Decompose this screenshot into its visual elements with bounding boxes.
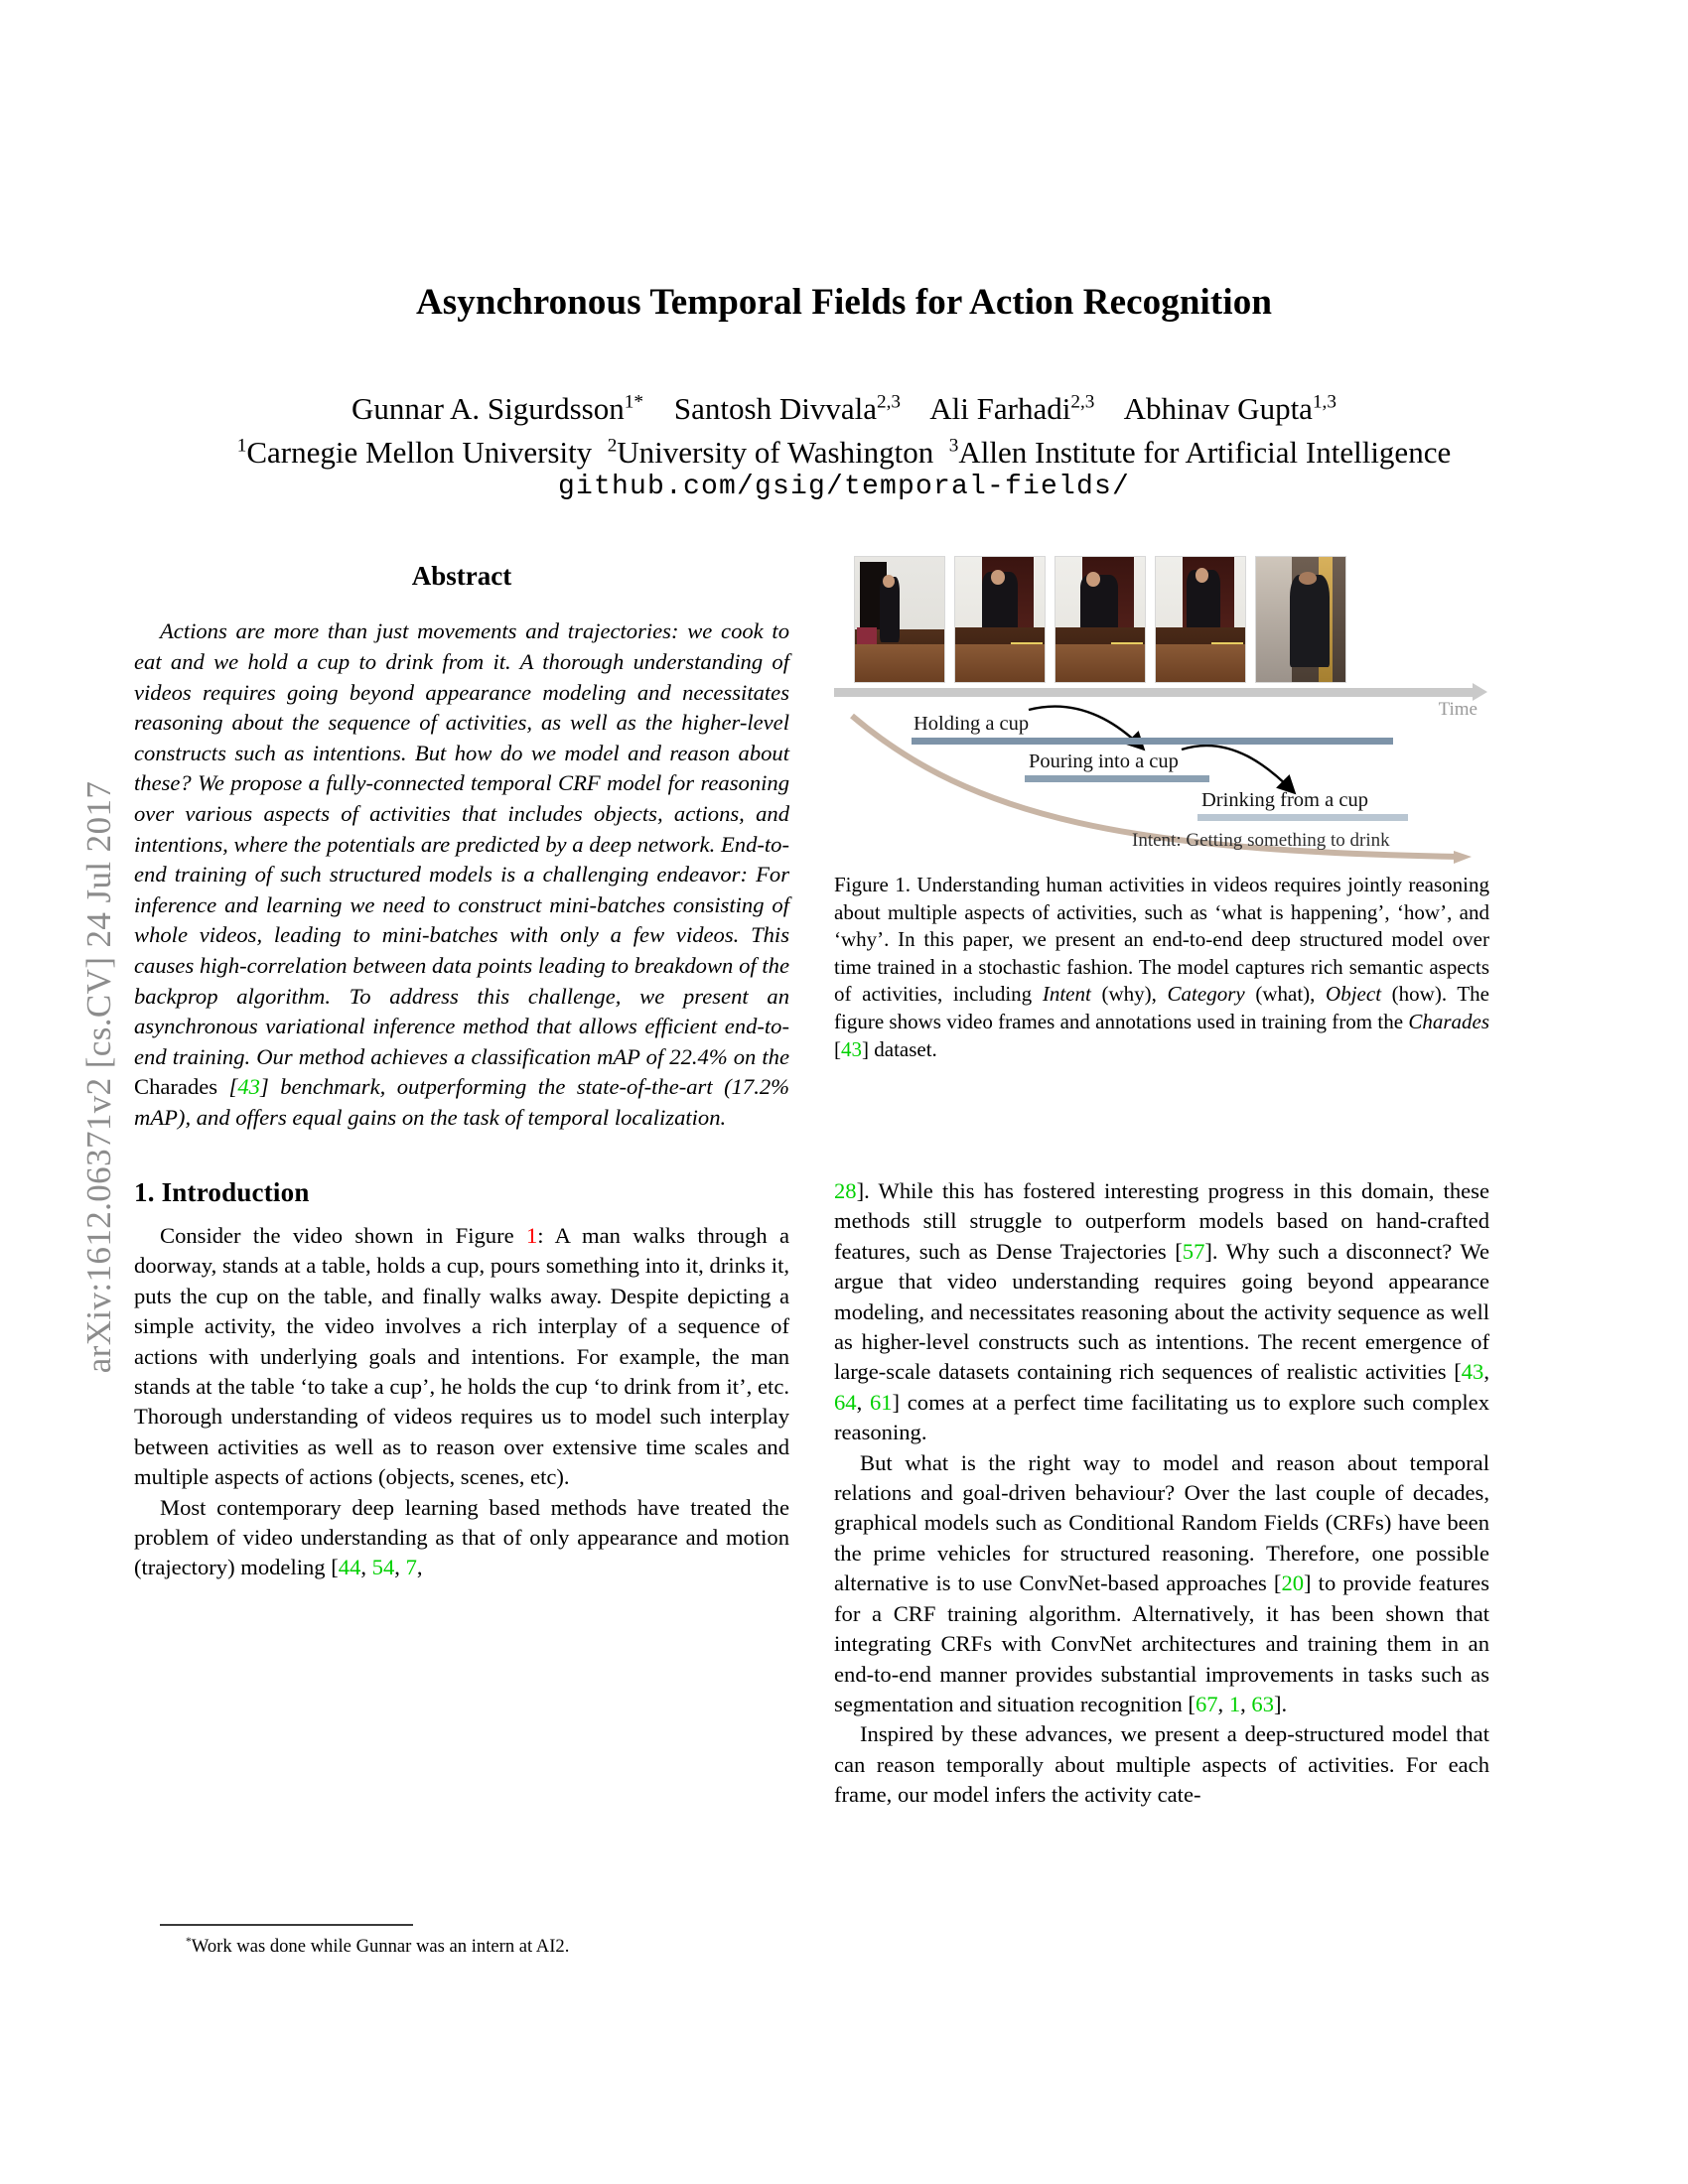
author-4: Abhinav Gupta$^{1,3}$: [1123, 391, 1336, 426]
frame-floor: [955, 644, 1045, 682]
author-1-sup: 1*: [624, 391, 643, 413]
footnote: [134, 1924, 789, 1959]
abstract-heading: Abstract: [411, 561, 512, 591]
activity-label-drinking: Drinking from a cup: [1201, 789, 1368, 811]
activity-bar-pouring: [1025, 775, 1209, 782]
affil-3: Allen Institute for Artificial Intelligence: [958, 435, 1452, 470]
right-p2-a: But what is the right way to model and reason about temporal relations and goal-driven behaviour? Over the last couple of decades, graphical models such as Conditional Random Fields (CRFs) have been the prime vehicles for structured reasoning. Therefore, one possible alternative is to use ConvNet-based approaches [: [834, 1449, 1489, 1596]
citation-20[interactable]: 20: [1281, 1570, 1305, 1596]
project-url[interactable]: github.com/gsig/temporal-fields/: [557, 472, 1131, 502]
right-p1-text-b: ]. Why such a disconnect? We argue that video understanding requires going beyond appearance modeling, and necessitates reasoning about the activity sequence as well as higher-level constructs such as intentions. The recent emergence of large-scale datasets containing rich sequences of realistic activities [: [834, 1238, 1490, 1385]
right-p1-text: ]. While this has fostered interesting progress in this domain, these methods still struggle to outperform models based on hand-crafted features, such as Dense Trajectories [: [834, 1178, 1489, 1264]
author-2: Santosh Divvala$^{2,3}$: [673, 391, 901, 426]
intro-paragraph-1: [134, 1221, 789, 1493]
activity-bar-holding: [912, 738, 1393, 745]
frame-person: [1290, 575, 1330, 667]
arxiv-stamp: arXiv:1612.06371v2 [cs.CV] 24 Jul 2017: [79, 780, 118, 1374]
right-p2-c: ].: [1274, 1691, 1288, 1716]
citation-28[interactable]: 28: [834, 1178, 857, 1203]
author-3-sup: 2,3: [1070, 391, 1095, 413]
frame-person-head: [991, 570, 1005, 585]
footnote-body: Work was done while Gunnar was an intern at AI2.: [191, 1935, 570, 1957]
caption-a: Figure 1. Understanding human activities in videos requires jointly reasoning about multiple aspects of activities, such as ‘what is happening’, ‘how’, and ‘why’. In this paper, we present an end-to-end deep structured model over time trained in a stochastic fashion. The model captures rich semantic aspects of activities, including: [834, 873, 1489, 1007]
abstract-text-b: ] benchmark, outperforming the state-of-the-art (17.2% mAP), and offers equal gains on the task of temporal localization.: [134, 1074, 789, 1130]
video-frame-strip: [854, 556, 1346, 683]
activity-label-holding: Holding a cup: [914, 713, 1030, 735]
citation-63[interactable]: 63: [1251, 1691, 1275, 1716]
figure-1: [834, 556, 1489, 859]
intro-p2-a: Most contemporary deep learning based methods have treated the problem of video understanding as that of only appearance and motion (trajectory) modeling [: [134, 1494, 789, 1580]
abstract-body: [134, 616, 789, 1133]
affil-1: Carnegie Mellon University: [246, 435, 593, 470]
caption-object: Object: [1326, 982, 1382, 1007]
author-1: Gunnar A. Sigurdsson$^{1*}$: [352, 391, 643, 426]
intro-p1-a: Consider the video shown in Figure: [160, 1222, 526, 1248]
citation-43[interactable]: 43: [237, 1074, 260, 1100]
abstract-charades: Charades: [134, 1074, 218, 1100]
frame-person-head: [1086, 572, 1100, 587]
frame-floor: [1156, 644, 1245, 682]
right-paragraph-3: [834, 1719, 1489, 1810]
caption-f: ] dataset.: [862, 1036, 937, 1061]
abstract-paragraph: Actions are more than just movements and trajectories: we cook to eat and we hold a cup to drink from it. A thorough understanding of videos requires going beyond appearance modeling and necessitates reasoning about the sequence of activities, as well as the higher-level constructs such as intentions. But how do we model and reason about these? We propose a fully-connected temporal CRF model for reasoning over various aspects of activities that includes objects, actions, and intentions, where the potentials are predicted by a deep network. End-to-end training of such structured models is a challenging endeavor: For inference and learning we need to construct mini-batches consisting of whole videos, leading to mini-batches with only a few videos. This causes high-correlation between data points leading to breakdown of the backprop algorithm. To address this challenge, we present an asynchronous variational inference method that allows efficient end-to-end training. Our method achieves a classification mAP of 22.4% on the Charades [43] benchmark, outperforming the state-of-the-art (17.2% mAP), and offers equal gains on the task of temporal localization.: [134, 618, 789, 1130]
author-2-sup: 2,3: [876, 391, 901, 413]
citation-57[interactable]: 57: [1182, 1238, 1205, 1264]
citation-54[interactable]: 54: [371, 1555, 395, 1580]
time-axis-arrow: [834, 688, 1475, 697]
arrow-pouring-to-drinking: [1182, 746, 1293, 791]
intent-label: Intent: Getting something to drink: [1132, 830, 1390, 851]
citation-64[interactable]: 64: [834, 1389, 857, 1415]
frame-floor: [1055, 644, 1145, 682]
time-axis-label: Time: [1438, 699, 1477, 720]
page-title: Asynchronous Temporal Fields for Action Recognition: [415, 282, 1272, 323]
affil-1-sup: 1: [236, 435, 247, 457]
affil-3-sup: 3: [948, 435, 959, 457]
caption-d: (how). The figure shows video frames and annotations used in training from the: [834, 982, 1490, 1033]
caption-e: [: [834, 1036, 841, 1061]
right-p2-b: ] to provide features for a CRF training algorithm. Alternatively, it has been shown that integrating CRFs with ConvNet architectures and training them in an end-to-end manner provides substantial improvements in tasks such as segmentation and situation recognition [: [834, 1570, 1489, 1716]
section-heading-introduction: 1. Introduction: [134, 1176, 310, 1207]
affil-2-sup: 2: [607, 435, 618, 457]
frame-person: [1080, 575, 1118, 632]
author-3: Ali Farhadi$^{2,3}$: [929, 391, 1095, 426]
caption-category: Category: [1167, 982, 1245, 1007]
author-names-line: [159, 387, 1529, 431]
right-paragraph-2: But what is the right way to model and reason about temporal relations and goal-driven behaviour? Over the last couple of decades, graphical models such as Conditional Random Fields (CRFs) have been the prime vehicles for structured reasoning. Therefore, one possible alternative is to use ConvNet-based approaches [20] to provide features for a CRF training algorithm. Alternatively, it has been shown that integrating CRFs with ConvNet architectures and training them in an end-to-end manner provides substantial improvements in tasks such as segmentation and situation recognition [67, 1, 63].: [834, 1449, 1489, 1716]
footnote-text: [134, 1934, 789, 1959]
activity-label-pouring: Pouring into a cup: [1029, 751, 1179, 772]
video-frame: [1055, 556, 1146, 683]
caption-b: (why),: [1090, 982, 1168, 1007]
figure-caption: [834, 872, 1489, 1063]
video-frame: [954, 556, 1046, 683]
frame-floor: [855, 644, 944, 682]
footnote-marker: *: [186, 1935, 192, 1948]
video-frame: [1155, 556, 1246, 683]
author-block: [159, 387, 1529, 475]
citation-61[interactable]: 61: [869, 1389, 893, 1415]
right-paragraph-1: 28]. While this has fostered interesting progress in this domain, these methods still struggle to outperform models based on hand-crafted features, such as Dense Trajectories [57]. Why such a disconnect? We argue that video understanding requires going beyond appearance modeling, and necessitates reasoning about the activity sequence as well as higher-level constructs such as intentions. The recent emergence of large-scale datasets containing rich sequences of realistic activities [43, 64, 61] comes at a perfect time facilitating us to explore such complex reasoning.: [834, 1178, 1490, 1445]
citation-7[interactable]: 7: [405, 1555, 417, 1580]
frame-person-head: [1299, 572, 1317, 585]
citation-67[interactable]: 67: [1195, 1691, 1218, 1716]
intent-arrowhead: [1454, 851, 1472, 864]
author-4-sup: 1,3: [1312, 391, 1336, 413]
video-frame: [854, 556, 945, 683]
caption-citation-43[interactable]: 43: [841, 1036, 862, 1061]
citation-44[interactable]: 44: [338, 1555, 361, 1580]
video-frame: [1255, 556, 1346, 683]
figure-reference-1[interactable]: 1: [525, 1222, 538, 1248]
right-p3-text: Inspired by these advances, we present a deep-structured model that can reason temporally about multiple aspects of activities. For each frame, our model infers the activity cate-: [834, 1721, 1489, 1808]
right-p1-text-c: ] comes at a perfect time facilitating us to explore such complex reasoning.: [834, 1389, 1489, 1445]
activity-bar-drinking: [1197, 814, 1408, 821]
frame-bookshelf: [1256, 557, 1292, 682]
affiliation-line: [159, 431, 1529, 475]
affil-2: University of Washington: [617, 435, 934, 470]
footnote-rule: [160, 1924, 413, 1926]
citation-1[interactable]: 1: [1228, 1691, 1241, 1716]
intro-paragraph-2: Most contemporary deep learning based methods have treated the problem of video understanding as that of only appearance and motion (trajectory) modeling [44, 54, 7,: [134, 1494, 789, 1580]
caption-charades: Charades: [1408, 1009, 1489, 1033]
intro-p1-b: : A man walks through a doorway, stands at a table, holds a cup, pours something into it, drinks it, puts the cup on the table, and finally walks away. Despite depicting a simple activity, the video involves a rich interplay of a sequence of actions with underlying goals and intentions. For example, the man stands at the table ‘to take a cup’, he holds the cup ‘to drink from it’, etc. Thorough understanding of videos requires us to model such interplay between activities as well as to reason over extensive time scales and multiple aspects of actions (objects, scenes, etc).: [134, 1222, 789, 1490]
introduction-section: [134, 1177, 789, 1583]
right-column: [834, 1176, 1489, 1811]
caption-intent: Intent: [1042, 982, 1091, 1007]
abstract-text-a: Actions are more than just movements and trajectories: we cook to eat and we hold a cup to drink from it. A thorough understanding of videos requires going beyond appearance modeling and necessitates reasoning about the sequence of activities, as well as the higher-level constructs such as intentions. But how do we model and reason about these? We propose a fully-connected temporal CRF model for reasoning over various aspects of activities that includes objects, actions, and intentions, where the potentials are predicted by a deep network. End-to-end training of such structured models is a challenging endeavor: For inference and learning we need to construct mini-batches consisting of whole videos, leading to mini-batches with only a few videos. This causes high-correlation between data points leading to breakdown of the backprop algorithm. To address this challenge, we present an asynchronous variational inference method that allows efficient end-to-end training. Our method achieves a classification mAP of 22.4% on the: [134, 618, 789, 1069]
caption-c: (what),: [1244, 982, 1327, 1007]
left-column: [134, 561, 789, 1583]
citation-43b[interactable]: 43: [1461, 1359, 1484, 1385]
